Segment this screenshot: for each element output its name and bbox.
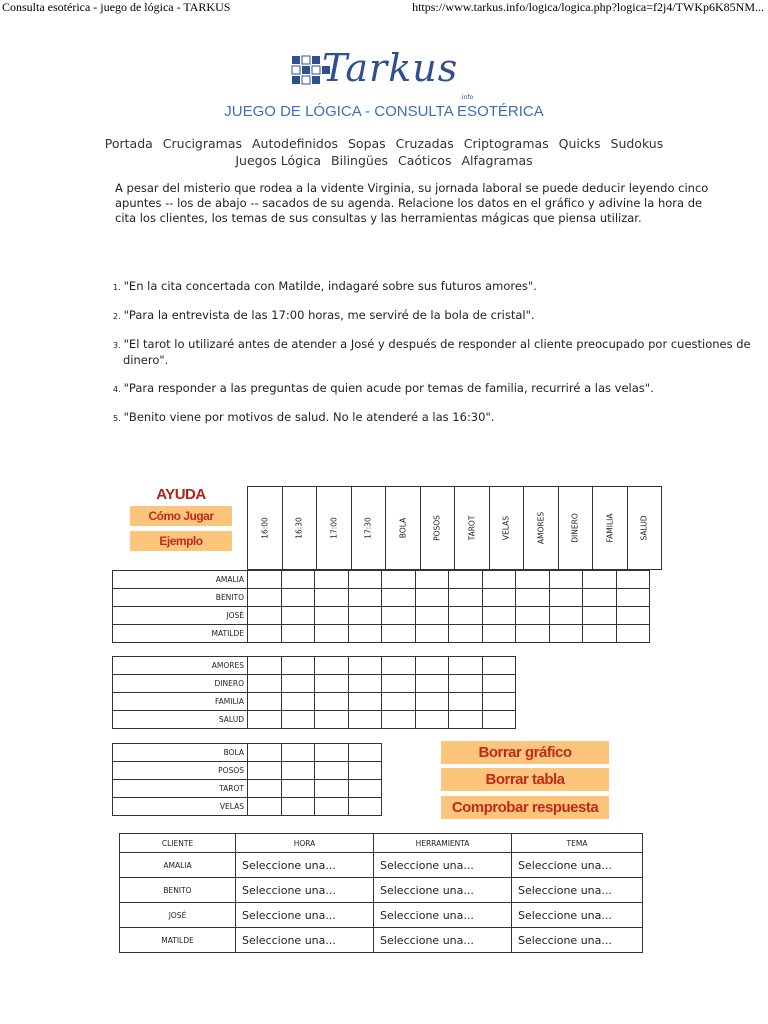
- grid-row: [113, 693, 516, 711]
- tarkus-logo[interactable]: [290, 46, 480, 105]
- clear-graph-button[interactable]: Borrar gráfico: [441, 741, 609, 764]
- grid-cell[interactable]: [281, 762, 315, 780]
- grid-cell[interactable]: [516, 625, 550, 643]
- grid-cell[interactable]: [281, 693, 315, 711]
- hora-select[interactable]: Seleccione una...: [236, 903, 374, 928]
- clue-5: [113, 410, 768, 426]
- grid-cell[interactable]: [549, 607, 583, 625]
- grid-cell[interactable]: [348, 798, 382, 816]
- grid-row: [113, 589, 650, 607]
- results-client: JOSÉ: [120, 903, 236, 928]
- grid-cell[interactable]: [482, 589, 516, 607]
- grid-cell[interactable]: [382, 675, 416, 693]
- grid-row-label: AMALIA: [113, 571, 248, 589]
- grid-cell[interactable]: [248, 780, 282, 798]
- grid-cell[interactable]: [315, 625, 349, 643]
- grid-cell[interactable]: [248, 675, 282, 693]
- help-panel: [130, 486, 232, 551]
- grid-cell[interactable]: [248, 798, 282, 816]
- clue-text: "En la cita concertada con Matilde, indagaré sobre sus futuros amores".: [123, 279, 537, 293]
- grid-cell[interactable]: [415, 571, 449, 589]
- grid-cell[interactable]: [315, 798, 349, 816]
- grid-cell[interactable]: [348, 711, 382, 729]
- grid-row: [113, 657, 516, 675]
- grid-cell[interactable]: [382, 607, 416, 625]
- grid-cell[interactable]: [415, 625, 449, 643]
- col-label: BOLA: [398, 517, 408, 539]
- grid-cell[interactable]: [482, 607, 516, 625]
- grid-cell[interactable]: [482, 625, 516, 643]
- grid-cell[interactable]: [449, 693, 483, 711]
- grid-cell[interactable]: [616, 571, 650, 589]
- results-header-hora: HORA: [236, 834, 374, 853]
- grid-cell[interactable]: [248, 589, 282, 607]
- col-header-1700: [317, 487, 352, 569]
- grid-cell[interactable]: [382, 589, 416, 607]
- herramienta-select[interactable]: Seleccione una...: [374, 903, 512, 928]
- col-label: 17:00: [329, 517, 339, 539]
- grid-cell[interactable]: [348, 693, 382, 711]
- grid-cell[interactable]: [382, 711, 416, 729]
- grid-row: [113, 762, 382, 780]
- check-answer-button[interactable]: Comprobar respuesta: [441, 796, 609, 819]
- results-header-row: [120, 834, 643, 853]
- grid-cell[interactable]: [449, 589, 483, 607]
- col-header-1630: [283, 487, 318, 569]
- grid-row-label: SALUD: [113, 711, 248, 729]
- clue-3: [113, 337, 768, 368]
- grid-cell[interactable]: [248, 762, 282, 780]
- grid-cell[interactable]: [415, 693, 449, 711]
- nav-link-bilingues[interactable]: Bilingües: [331, 153, 389, 168]
- grid-cell[interactable]: [281, 625, 315, 643]
- grid-cell[interactable]: [348, 625, 382, 643]
- grid-cell[interactable]: [382, 693, 416, 711]
- grid-cell[interactable]: [449, 711, 483, 729]
- herramienta-select[interactable]: Seleccione una...: [374, 853, 512, 878]
- how-to-play-button[interactable]: Cómo Jugar: [130, 506, 232, 526]
- grid-row-label: AMORES: [113, 657, 248, 675]
- col-label: 16:30: [294, 517, 304, 539]
- grid-cell[interactable]: [415, 657, 449, 675]
- grid-cell[interactable]: [583, 589, 617, 607]
- clue-text-continued: dinero".: [123, 353, 169, 367]
- grid-row-label: FAMILIA: [113, 693, 248, 711]
- grid-row: [113, 675, 516, 693]
- grid-cell[interactable]: [315, 657, 349, 675]
- grid-cell[interactable]: [248, 607, 282, 625]
- grid-cell[interactable]: [315, 607, 349, 625]
- grid-body: [113, 571, 650, 643]
- grid-row: [113, 780, 382, 798]
- grid-cell[interactable]: [348, 780, 382, 798]
- results-client: AMALIA: [120, 853, 236, 878]
- nav-link-crucigramas[interactable]: Crucigramas: [162, 136, 242, 151]
- grid-cell[interactable]: [315, 571, 349, 589]
- grid-cell[interactable]: [482, 693, 516, 711]
- col-label: VELAS: [501, 515, 511, 541]
- grid-cell[interactable]: [315, 780, 349, 798]
- grid-cell[interactable]: [281, 744, 315, 762]
- clear-table-button[interactable]: Borrar tabla: [441, 768, 609, 791]
- grid-cell[interactable]: [281, 780, 315, 798]
- tema-select[interactable]: Seleccione una...: [512, 878, 643, 903]
- nav-link-portada[interactable]: Portada: [104, 136, 153, 151]
- grid-cell[interactable]: [281, 798, 315, 816]
- clue-1: [113, 279, 768, 295]
- intro-text: A pesar del misterio que rodea a la vidente Virginia, su jornada laboral se puede deducir leyendo cinco apuntes -- los de abajo -- sacados de su agenda. Relacione los datos en el gráfico y adivine la hora de cita los clientes, los temas de sus consultas y las herramientas mágicas que piensa utilizar.: [115, 181, 709, 225]
- col-header-velas: [490, 487, 525, 569]
- clue-text: "Benito viene por motivos de salud. No le atenderé a las 16:30".: [123, 410, 495, 424]
- grid-cell[interactable]: [482, 571, 516, 589]
- clue-2: [113, 308, 768, 324]
- clue-number: 4.: [113, 385, 121, 394]
- grid-cell[interactable]: [315, 675, 349, 693]
- grid-cell[interactable]: [583, 625, 617, 643]
- tools-grid: [112, 743, 382, 816]
- grid-cell[interactable]: [415, 675, 449, 693]
- grid-cell[interactable]: [449, 607, 483, 625]
- grid-cell[interactable]: [348, 657, 382, 675]
- grid-body: [113, 744, 382, 816]
- grid-row: [113, 744, 382, 762]
- grid-cell[interactable]: [516, 607, 550, 625]
- nav-row-1: [0, 136, 768, 151]
- hora-select[interactable]: Seleccione una...: [236, 928, 374, 953]
- clue-number: 5.: [113, 414, 121, 423]
- grid-row: [113, 571, 650, 589]
- results-row: [120, 853, 643, 878]
- grid-row-label: TAROT: [113, 780, 248, 798]
- grid-cell[interactable]: [382, 657, 416, 675]
- nav-link-quicks[interactable]: Quicks: [558, 136, 601, 151]
- grid-row-label: VELAS: [113, 798, 248, 816]
- browser-page-title: Consulta esotérica - juego de lógica - TARKUS: [2, 0, 231, 14]
- grid-cell[interactable]: [583, 571, 617, 589]
- col-header-familia: [593, 487, 628, 569]
- hora-select[interactable]: Seleccione una...: [236, 853, 374, 878]
- col-header-1730: [352, 487, 387, 569]
- nav-link-alfagramas[interactable]: Alfagramas: [461, 153, 533, 168]
- grid-cell[interactable]: [281, 589, 315, 607]
- col-header-amores: [524, 487, 559, 569]
- grid-cell[interactable]: [382, 571, 416, 589]
- grid-cell[interactable]: [315, 589, 349, 607]
- col-header-1600: [248, 487, 283, 569]
- results-row: [120, 903, 643, 928]
- nav-link-criptogramas[interactable]: Criptogramas: [463, 136, 549, 151]
- nav-row-2: [0, 153, 768, 168]
- grid-row-label: BOLA: [113, 744, 248, 762]
- herramienta-select[interactable]: Seleccione una...: [374, 878, 512, 903]
- grid-cell[interactable]: [415, 607, 449, 625]
- grid-cell[interactable]: [248, 744, 282, 762]
- col-header-tarot: [455, 487, 490, 569]
- grid-cell[interactable]: [616, 589, 650, 607]
- nav-link-autodefinidos[interactable]: Autodefinidos: [251, 136, 338, 151]
- help-title: AYUDA: [156, 486, 206, 503]
- logo-suffix: .info: [460, 94, 474, 101]
- grid-cell[interactable]: [449, 657, 483, 675]
- grid-row: [113, 711, 516, 729]
- example-button[interactable]: Ejemplo: [130, 531, 232, 551]
- col-label: DINERO: [570, 513, 580, 543]
- grid-cell[interactable]: [315, 693, 349, 711]
- results-client: BENITO: [120, 878, 236, 903]
- grid-cell[interactable]: [583, 607, 617, 625]
- grid-cell[interactable]: [281, 571, 315, 589]
- nav-link-cruzadas[interactable]: Cruzadas: [395, 136, 454, 151]
- grid-row-label: BENITO: [113, 589, 248, 607]
- col-label: 16:00: [260, 517, 270, 539]
- logo-text: Tarkus: [322, 46, 459, 90]
- grid-cell[interactable]: [616, 607, 650, 625]
- grid-cell[interactable]: [348, 589, 382, 607]
- grid-cell[interactable]: [281, 657, 315, 675]
- grid-cell[interactable]: [348, 607, 382, 625]
- grid-cell[interactable]: [248, 625, 282, 643]
- hora-select[interactable]: Seleccione una...: [236, 878, 374, 903]
- grid-cell[interactable]: [382, 625, 416, 643]
- grid-row-label: MATILDE: [113, 625, 248, 643]
- grid-cell[interactable]: [549, 571, 583, 589]
- grid-row-label: POSOS: [113, 762, 248, 780]
- tema-select[interactable]: Seleccione una...: [512, 853, 643, 878]
- tema-select[interactable]: Seleccione una...: [512, 903, 643, 928]
- results-table: [119, 833, 643, 953]
- grid-cell[interactable]: [549, 589, 583, 607]
- grid-cell[interactable]: [415, 589, 449, 607]
- tema-select[interactable]: Seleccione una...: [512, 928, 643, 953]
- grid-row-label: DINERO: [113, 675, 248, 693]
- grid-cell[interactable]: [281, 607, 315, 625]
- grid-cell[interactable]: [516, 571, 550, 589]
- grid-cell[interactable]: [248, 711, 282, 729]
- grid-cell[interactable]: [348, 571, 382, 589]
- grid-cell[interactable]: [482, 657, 516, 675]
- grid-cell[interactable]: [315, 711, 349, 729]
- grid-cell[interactable]: [482, 675, 516, 693]
- grid-cell[interactable]: [248, 693, 282, 711]
- grid-cell[interactable]: [348, 762, 382, 780]
- grid-body: [113, 657, 516, 729]
- grid-cell[interactable]: [516, 589, 550, 607]
- herramienta-select[interactable]: Seleccione una...: [374, 928, 512, 953]
- results-header-tema: TEMA: [512, 834, 643, 853]
- col-label: SALUD: [639, 515, 649, 541]
- col-label: 17:30: [363, 517, 373, 539]
- grid-column-headers: [247, 486, 662, 570]
- clients-grid: [112, 570, 650, 643]
- col-header-salud: [628, 487, 663, 569]
- page-title: JUEGO DE LÓGICA - CONSULTA ESOTÉRICA: [224, 103, 544, 120]
- browser-url: https://www.tarkus.info/logica/logica.php?logica=f2j4/TWKp6K85NM...: [412, 0, 764, 14]
- col-label: FAMILIA: [605, 513, 615, 543]
- clue-number: 1.: [113, 283, 121, 292]
- grid-cell[interactable]: [348, 675, 382, 693]
- grid-cell[interactable]: [281, 711, 315, 729]
- grid-cell[interactable]: [248, 657, 282, 675]
- grid-row: [113, 798, 382, 816]
- topics-grid: [112, 656, 516, 729]
- col-header-bola: [386, 487, 421, 569]
- grid-cell[interactable]: [549, 625, 583, 643]
- grid-cell[interactable]: [315, 762, 349, 780]
- clue-number: 2.: [113, 312, 121, 321]
- grid-cell[interactable]: [616, 625, 650, 643]
- clue-text: "Para responder a las preguntas de quien acude por temas de familia, recurriré a las velas".: [123, 381, 654, 395]
- grid-cell[interactable]: [348, 744, 382, 762]
- clue-4: [113, 381, 768, 397]
- grid-row: [113, 625, 650, 643]
- results-header-cliente: CLIENTE: [120, 834, 236, 853]
- clue-text: "Para la entrevista de las 17:00 horas, me serviré de la bola de cristal".: [123, 308, 535, 322]
- clue-number: 3.: [113, 341, 121, 350]
- grid-row-label: JOSÉ: [113, 607, 248, 625]
- clue-text: "El tarot lo utilizaré antes de atender a José y después de responder al cliente preocupado por cuestiones de: [123, 337, 751, 351]
- nav-link-caoticos[interactable]: Caóticos: [398, 153, 452, 168]
- col-label: POSOS: [432, 515, 442, 541]
- grid-cell[interactable]: [482, 711, 516, 729]
- grid-cell[interactable]: [449, 625, 483, 643]
- grid-cell[interactable]: [415, 711, 449, 729]
- nav-link-sudokus[interactable]: Sudokus: [610, 136, 664, 151]
- col-header-posos: [421, 487, 456, 569]
- nav-link-juegos-logica[interactable]: Juegos Lógica: [235, 153, 322, 168]
- nav-link-sopas[interactable]: Sopas: [347, 136, 386, 151]
- col-label: AMORES: [536, 511, 546, 545]
- grid-cell[interactable]: [449, 571, 483, 589]
- results-client: MATILDE: [120, 928, 236, 953]
- results-row: [120, 928, 643, 953]
- col-label: TAROT: [467, 515, 477, 541]
- grid-cell[interactable]: [281, 675, 315, 693]
- grid-cell[interactable]: [315, 744, 349, 762]
- results-header-herramienta: HERRAMIENTA: [374, 834, 512, 853]
- grid-cell[interactable]: [248, 571, 282, 589]
- grid-row: [113, 607, 650, 625]
- col-header-dinero: [559, 487, 594, 569]
- results-row: [120, 878, 643, 903]
- grid-cell[interactable]: [449, 675, 483, 693]
